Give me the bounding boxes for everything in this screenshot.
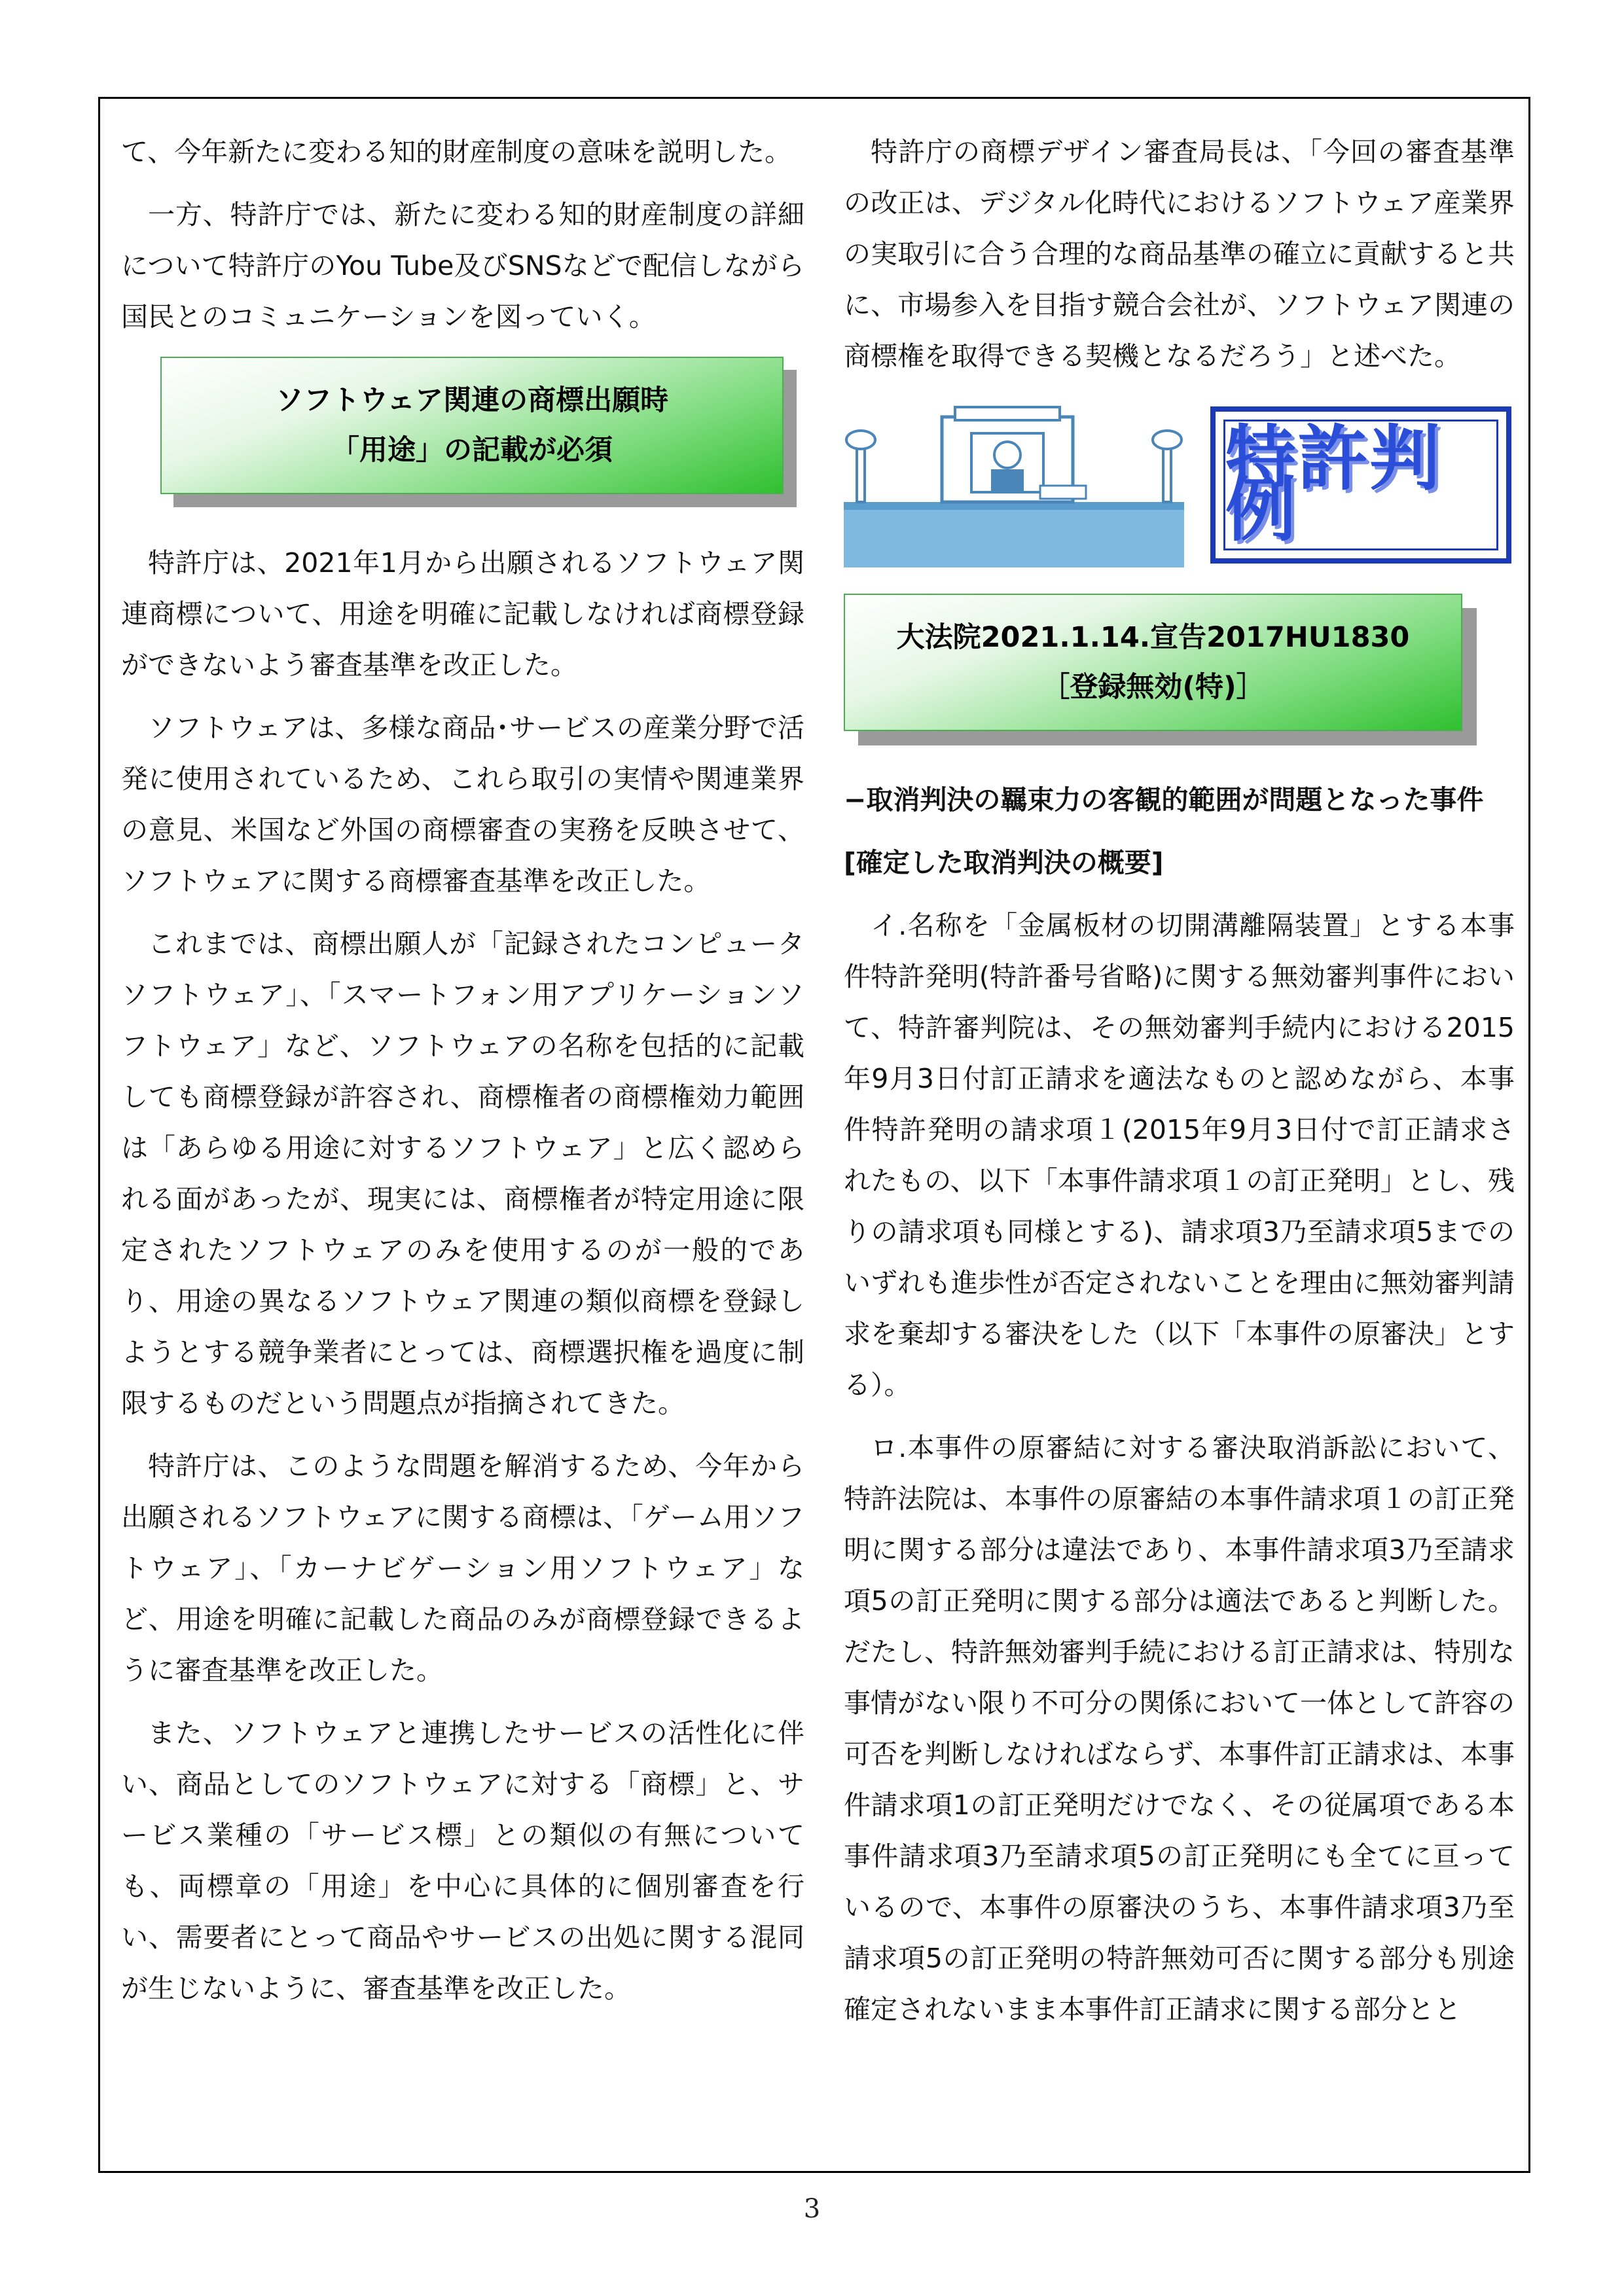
right-column: [844, 126, 1515, 2047]
article-banner: [121, 357, 804, 511]
banner-title-line-2: 「用途」の記載が必須: [331, 434, 613, 467]
body-paragraph-1: 特許庁は、2021年1月から出願されるソフトウェア関連商標について、用途を明確に記載しなければ商標登録ができないよう審査基準を改正した。: [121, 547, 804, 681]
court-bench-icon: [844, 404, 1184, 567]
case-heading: −取消判決の羈束力の客観的範囲が問題となった事件: [844, 784, 1484, 816]
case-banner: [844, 594, 1515, 748]
left-column: [121, 126, 804, 2026]
section-title-box: [1210, 406, 1511, 564]
case-banner-line-1: 大法院2021.1.14.宣告2017HU1830: [896, 621, 1410, 654]
page-frame: [98, 97, 1530, 2173]
banner-title-line-1: ソフトウェア関連の商標出願時: [275, 384, 669, 417]
section-title: 特許判例: [1223, 420, 1498, 550]
case-paragraph-2: ロ.本事件の原審結に対する審決取消訴訟において、特許法院は、本事件の原審結の本事件請求項１の訂正発明に関する部分は違法であり、本事件請求項3乃至請求項5の訂正発明に関する部分は適法であると判断した。だたし、特許無効審判手続における訂正請求は、特別な事情がない限り不可分の関係において一体として許容の可否を判断しなければならず、本事件訂正請求は、本事件請求項1の訂正発明だけでなく、その従属項である本事件請求項3乃至請求項5の訂正発明にも全てに亘っているので、本事件の原審決のうち、本事件請求項3乃至請求項5の訂正発明の特許無効可否に関する部分も別途確定されないまま本事件訂正請求に関する部分とと: [844, 1432, 1515, 2025]
body-paragraph-5: また、ソフトウェアと連携したサービスの活性化に伴い、商品としてのソフトウェアに対する「商標」と、サービス業種の「サービス標」との類似の有無についても、両標章の「用途」を中心に具体的に個別審査を行い、需要者にとって商品やサービスの出処に関する混同が生じないように、審査基準を改正した。: [121, 1717, 804, 2004]
banner-box: [160, 357, 784, 494]
body-paragraph-3: これまでは、商標出願人が「記録されたコンピュータソフトウェア」、「スマートフォン用アプリケーションソフトウェア」など、ソフトウェアの名称を包括的に記載しても商標登録が許容され、商標権者の商標権効力範囲は「あらゆる用途に対するソフトウェア」と広く認められる面があったが、現実には、商標権者が特定用途に限定されたソフトウェアのみを使用するのが一般的であり、用途の異なるソフトウェア関連の類似商標を登録しようとする競争業者にとっては、商標選択権を過度に制限するものだという問題点が指摘されてきた。: [121, 928, 804, 1419]
page-number: 3: [803, 2194, 821, 2224]
section-logo: [844, 397, 1515, 581]
summary-heading: [確定した取消判決の概要]: [844, 847, 1164, 878]
body-paragraph-2: ソフトウェアは、多様な商品･サービスの産業分野で活発に使用されているため、これら取引の実情や関連業界の意見、米国など外国の商標審査の実務を反映させて、ソフトウェアに関する商標審査基準を改正した。: [121, 712, 804, 897]
case-banner-line-2: ［登録無効(特)］: [1041, 671, 1265, 704]
case-banner-box: [844, 594, 1462, 731]
case-paragraph-1: イ.名称を「金属板材の切開溝離隔装置」とする本事件特許発明(特許番号省略)に関する無効審判事件において、特許審判院は、その無効審判手続内における2015年9月3日付訂正請求を適法なものと認めながら、本事件特許発明の請求項１(2015年9月3日付で訂正請求されたもの、以下「本事件請求項１の訂正発明」とし、残りの請求項も同様とする)、請求項3乃至請求項5までのいずれも進歩性が否定されないことを理由に無効審判請求を棄却する審決をした（以下「本事件の原審決」とする）。: [844, 910, 1515, 1401]
intro-paragraph-1: て、今年新たに変わる知的財産制度の意味を説明した。: [121, 136, 792, 168]
right-intro-paragraph: 特許庁の商標デザイン審査局長は、「今回の審査基準の改正は、デジタル化時代におけるソフトウェア産業界の実取引に合う合理的な商品基準の確立に貢献すると共に、市場参入を目指す競合会社が、ソフトウェア関連の商標権を取得できる契機となるだろう」と述べた。: [844, 136, 1515, 372]
intro-paragraph-2: 一方、特許庁では、新たに変わる知的財産制度の詳細について特許庁のYou Tube及びSNSなどで配信しながら国民とのコミュニケーションを図っていく。: [121, 199, 804, 332]
body-paragraph-4: 特許庁は、このような問題を解消するため、今年から出願されるソフトウェアに関する商標は、「ゲーム用ソフトウェア」、「カーナビゲーション用ソフトウェア」など、用途を明確に記載した商品のみが商標登録できるように審査基準を改正した。: [121, 1450, 804, 1686]
